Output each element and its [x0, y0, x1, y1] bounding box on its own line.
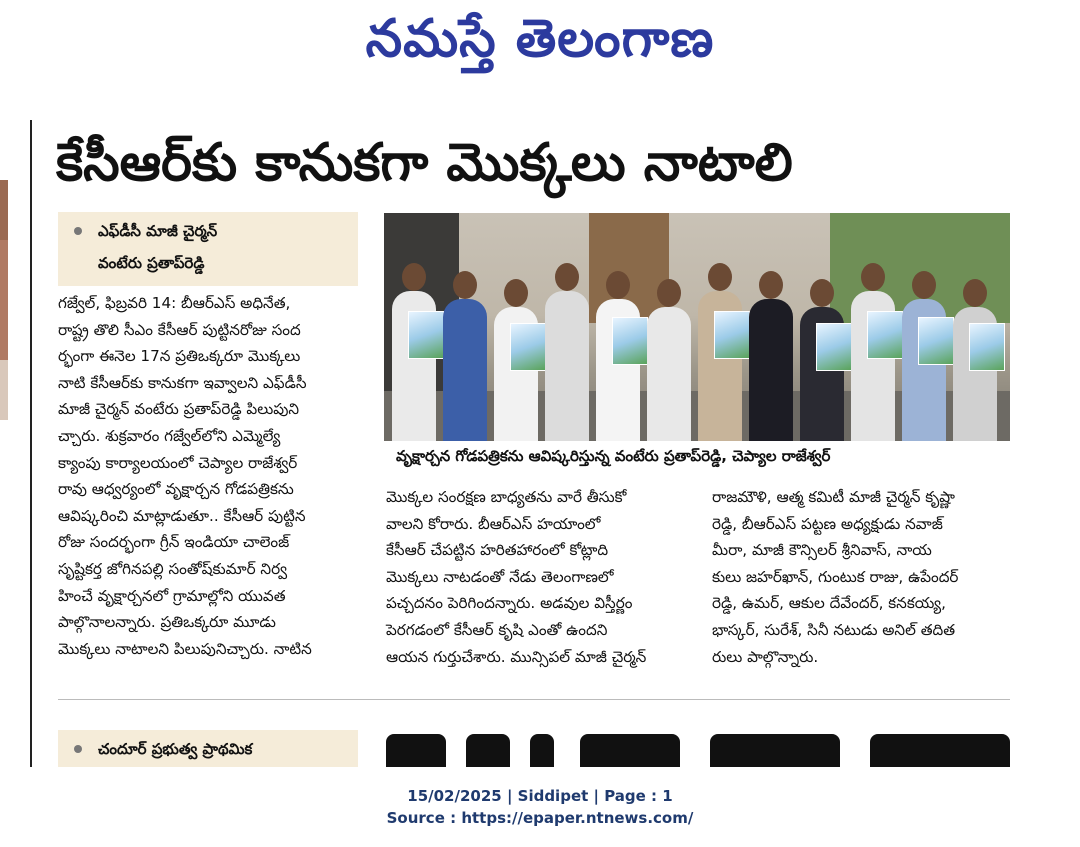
article-text-line: కేసీఆర్‌ చేపట్టిన హరితహారంలో కోట్లాది [386, 541, 609, 560]
bullet-icon [74, 745, 82, 753]
article-text-line: ఆయన గుర్తుచేశారు. మున్సిపల్‌ మాజీ చైర్మన్‌ [386, 647, 647, 666]
photo-poster [918, 317, 954, 365]
photo-person-head [606, 271, 630, 299]
article-text-line: నాటి కేసీఆర్‌కు కానుకగా ఇవ్వాలని ఎఫ్‌డీసీ [58, 373, 307, 392]
article-text-line: రావు ఆధ్వర్యంలో వృక్షార్చన గోడపత్రికను [58, 480, 294, 499]
article-text-line: పాల్గొనాలన్నారు. ప్రతిఒక్కరూ మూడు [58, 613, 276, 632]
article-text-line: కులు జహర్‌ఖాన్‌, గుంటుక రాజు, ఉపేందర్‌ [712, 567, 959, 586]
photo-person-head [657, 279, 681, 307]
article-text-line: రాజమౌళి, ఆత్మ కమిటీ మాజీ చైర్మన్‌ కృష్ణా [712, 488, 955, 506]
article-text-line: పెరగడంలో కేసీఆర్‌ కృషి ఎంతో ఉందని [386, 620, 608, 639]
article-text-line: హించే వృక్షార్చనలో గ్రామాల్లోని యువత [58, 586, 286, 605]
bullet-icon [74, 227, 82, 235]
next-byline-text: చందూర్‌ ప్రభుత్వ ప్రాథమిక [98, 740, 253, 758]
masthead-title: నమస్తే తెలంగాణ [365, 8, 715, 69]
photo-person-head [708, 263, 732, 291]
photo-person-head [912, 271, 936, 299]
photo-person-head [555, 263, 579, 291]
photo-person-head [402, 263, 426, 291]
photo-person-head [861, 263, 885, 291]
footer-date-edition: 15/02/2025 | Siddipet | Page : 1 [407, 787, 673, 805]
photo-person-head [759, 271, 783, 299]
article-text-line: మొక్కలు నాటాలని పిలుపునిచ్చారు. నాటిన [58, 639, 312, 658]
article-text-line: మీరా, మాజీ కౌన్సిలర్‌ శ్రీనివాస్‌, నాయ [712, 541, 932, 560]
article-text-line: భాస్కర్‌, సురేశ్‌, సినీ నటుడు అనిల్‌ తదిత [712, 620, 956, 639]
article-text-line: మొక్కలు నాటడంతో నేడు తెలంగాణలో [386, 567, 614, 586]
photo-poster [714, 311, 750, 359]
footer [0, 785, 1080, 829]
left-page-edge [0, 180, 8, 780]
article-text-line: చ్చారు. శుక్రవారం గజ్వేల్‌లోని ఎమ్మెల్యే [58, 426, 281, 445]
article-text-line: వాలని కోరారు. బీఆర్‌ఎస్‌ హయాంలో [386, 514, 601, 533]
photo-poster [510, 323, 546, 371]
article-text-line: రోజు సందర్భంగా గ్రీన్‌ ఇండియా చాలెంజ్‌ [58, 533, 290, 552]
article-text-line: పచ్చదనం పెరిగిందన్నారు. అడవుల విస్తీర్ణం [386, 594, 633, 613]
photo-poster [816, 323, 852, 371]
article-text-line: గజ్వేల్‌, ఫిబ్రవరి 14: బీఆర్‌ఎస్‌ అధినేత, [58, 294, 291, 312]
next-headline-partial [380, 728, 1020, 767]
photo-poster [867, 311, 903, 359]
article-column-2 [386, 484, 646, 670]
article-text-line: మాజీ చైర్మన్‌ వంటేరు ప్రతాప్‌రెడ్డి పిలుపుని [58, 400, 300, 419]
photo-person [443, 299, 487, 441]
photo-person [749, 299, 793, 441]
article-text-line: సృష్టికర్త జోగినపల్లి సంతోష్‌కుమార్‌ నిర్వ [58, 559, 288, 578]
article-text-line: రెడ్డి, ఉమర్‌, ఆకుల దేవేందర్‌, కనకయ్య, [712, 594, 946, 613]
byline-line-2: వంటేరు ప్రతాప్‌రెడ్డి [98, 254, 205, 272]
column-rule [30, 120, 32, 770]
footer-source: Source : https://epaper.ntnews.com/ [386, 809, 694, 827]
photo-person-head [504, 279, 528, 307]
byline-line-1: ఎఫ్‌డీసీ మాజీ చైర్మన్ [98, 222, 218, 240]
article-text-line: మొక్కల సంరక్షణ బాధ్యతను వారే తీసుకో [386, 488, 627, 506]
article-text-line: ర్భంగా ఈనెల 17న ప్రతిఒక్కరూ మొక్కలు [58, 347, 301, 366]
article-column-1 [58, 290, 312, 662]
next-byline-box [58, 730, 358, 768]
photo-person-head [453, 271, 477, 299]
article-text-line: రెడ్డి, బీఆర్‌ఎస్‌ పట్టణ అధ్యక్షుడు నవాజ్‌ [712, 514, 943, 533]
photo-poster [408, 311, 444, 359]
article-text-line: రాష్ట్ర తొలి సీఎం కేసీఆర్‌ పుట్టినరోజు సంద [58, 320, 301, 339]
news-photo [384, 213, 1010, 441]
article-text-line: ఆవిష్కరించి మాట్లాడుతూ.. కేసీఆర్‌ పుట్టిన [58, 506, 306, 525]
photo-poster [969, 323, 1005, 371]
photo-poster [612, 317, 648, 365]
photo-person-head [963, 279, 987, 307]
article-column-3 [712, 484, 958, 670]
photo-caption: వృక్షార్చన గోడపత్రికను ఆవిష్కరిస్తున్న వంటేరు ప్రతాప్‌రెడ్డి, చెప్యాల రాజేశ్వర్‌ [396, 447, 831, 465]
article-text-line: రులు పాల్గొన్నారు. [712, 647, 819, 666]
photo-person [545, 291, 589, 441]
article-text-line: క్యాంపు కార్యాలయంలో చెప్యాల రాజేశ్వర్‌ [58, 453, 298, 472]
section-divider [58, 699, 1010, 700]
photo-person-head [810, 279, 834, 307]
headline: కేసీఆర్‌కు కానుకగా మొక్కలు నాటాలి [56, 133, 793, 193]
photo-person [647, 307, 691, 441]
byline-box [58, 212, 358, 286]
